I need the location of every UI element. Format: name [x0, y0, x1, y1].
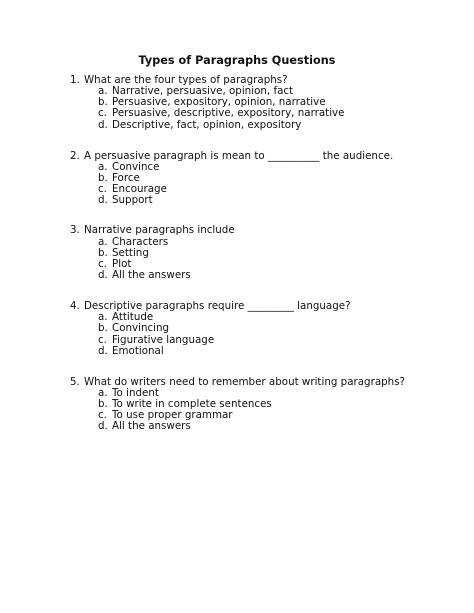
option-letter: a.: [98, 311, 108, 324]
question-number: 5.: [70, 375, 80, 388]
question-4-options: [70, 312, 450, 356]
question-3-line: [70, 224, 450, 236]
option-letter: b.: [98, 398, 108, 411]
option-letter: a.: [98, 235, 108, 248]
option-letter: c.: [98, 409, 107, 422]
question-text: Descriptive paragraphs require _________ language?: [84, 300, 351, 313]
option-letter: c.: [98, 183, 107, 196]
question-number: 1.: [70, 74, 80, 86]
option-text: Figurative language: [112, 333, 215, 346]
question-number: 4.: [70, 300, 80, 313]
question-text: What are the four types of paragraphs?: [84, 74, 288, 86]
option-text: Attitude: [112, 311, 154, 324]
option-letter: d.: [98, 420, 108, 433]
option-text: Convincing: [112, 322, 170, 335]
option-item: [70, 108, 450, 119]
question-list: [70, 74, 450, 451]
option-letter: d.: [98, 194, 108, 207]
option-item: [70, 335, 450, 346]
option-text: Descriptive, fact, opinion, expository: [112, 118, 302, 131]
question-4: [70, 300, 450, 357]
question-1-options: [70, 86, 450, 130]
option-text: Narrative, persuasive, opinion, fact: [112, 85, 294, 98]
question-5: [70, 376, 450, 433]
question-number: 3.: [70, 224, 80, 237]
option-text: All the answers: [112, 268, 191, 281]
option-letter: c.: [98, 257, 107, 270]
option-letter: c.: [98, 107, 107, 120]
option-item: [70, 323, 450, 334]
option-text: Support: [112, 194, 153, 207]
option-letter: a.: [98, 160, 108, 173]
option-item: [70, 270, 450, 281]
question-1: [70, 74, 450, 131]
option-letter: b.: [98, 246, 108, 259]
option-text: Persuasive, expository, opinion, narrative: [112, 96, 326, 109]
option-text: Persuasive, descriptive, expository, narrative: [112, 107, 345, 120]
page-title: Types of Paragraphs Questions: [138, 54, 336, 67]
option-letter: d.: [98, 344, 108, 357]
option-text: To write in complete sentences: [112, 398, 272, 411]
option-letter: b.: [98, 322, 108, 335]
question-text: A persuasive paragraph is mean to __________ the audience.: [84, 149, 394, 162]
option-text: All the answers: [112, 420, 191, 433]
option-letter: c.: [98, 333, 107, 346]
option-letter: a.: [98, 85, 108, 98]
option-item: [70, 346, 450, 357]
option-text: To use proper grammar: [112, 409, 233, 422]
option-text: Convince: [112, 160, 160, 173]
option-text: Characters: [112, 235, 169, 248]
option-text: Plot: [112, 257, 132, 270]
option-item: [70, 421, 450, 432]
question-number: 2.: [70, 149, 80, 162]
question-2-options: [70, 162, 450, 206]
question-3-options: [70, 237, 450, 281]
option-text: To indent: [112, 386, 159, 399]
question-2: [70, 150, 450, 207]
option-text: Encourage: [112, 183, 167, 196]
option-letter: b.: [98, 96, 108, 109]
option-letter: d.: [98, 118, 108, 131]
question-text: What do writers need to remember about writing paragraphs?: [84, 375, 406, 388]
option-letter: d.: [98, 268, 108, 281]
option-item: [70, 195, 450, 206]
question-5-options: [70, 388, 450, 432]
question-text: Narrative paragraphs include: [84, 224, 235, 237]
option-text: Force: [112, 172, 140, 185]
option-letter: b.: [98, 172, 108, 185]
option-text: Setting: [112, 246, 149, 259]
option-item: [70, 120, 450, 131]
question-3: [70, 224, 450, 281]
option-text: Emotional: [112, 344, 164, 357]
option-letter: a.: [98, 386, 108, 399]
